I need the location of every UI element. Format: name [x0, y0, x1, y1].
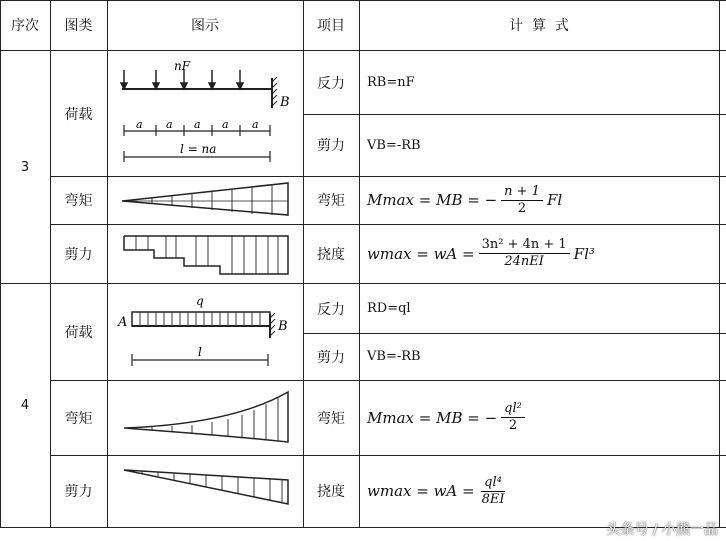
case3-shear-formula: VB=-RB: [367, 137, 421, 153]
case3-item-shear: 剪力: [317, 138, 345, 154]
l-label: l: [198, 345, 202, 359]
fraction-numerator: ql⁴: [481, 475, 505, 492]
case4-moment-label: 弯矩: [64, 410, 93, 427]
header-item: 项目: [317, 18, 345, 34]
spacing-label: a: [222, 118, 229, 131]
a-label: A: [118, 315, 128, 330]
fraction-denominator: 8EI: [481, 491, 505, 507]
formula-right: Fl³: [573, 244, 595, 263]
grid-line: [719, 0, 720, 528]
spacing-label: a: [194, 118, 201, 131]
case4-item-moment: 弯矩: [317, 410, 345, 427]
case3-shear-label: 剪力: [64, 246, 93, 263]
formula-left: wmax = wA =: [367, 482, 475, 500]
header-formula: 计 算 式: [509, 18, 569, 34]
q-label: q: [196, 294, 204, 308]
fraction-numerator: 3n² + 4n + 1: [479, 237, 570, 254]
case4-load-diagram: [112, 288, 298, 376]
case4-moment-formula: [359, 380, 719, 455]
case3-seq: 3: [20, 159, 30, 175]
formula-left: wmax = wA =: [367, 244, 475, 263]
spacing-label: a: [136, 118, 143, 131]
case4-shear-label: 剪力: [64, 484, 93, 500]
case4-shear-diagram: [112, 460, 298, 524]
grid-line: [107, 0, 108, 528]
case4-item-reaction: 反力: [317, 301, 345, 318]
formula-fraction: [479, 475, 508, 508]
formula-fraction: [479, 237, 570, 270]
fraction-denominator: 24nEI: [504, 254, 544, 269]
force-label: nF: [174, 59, 191, 73]
case3-load-label: 荷载: [64, 106, 93, 123]
case3-item-reaction: 反力: [317, 75, 345, 92]
case3-load-diagram: [112, 56, 298, 172]
length-label: l = na: [180, 142, 217, 156]
header-figure: 图示: [191, 18, 219, 34]
fraction-numerator: n + 1: [501, 184, 543, 201]
case3-moment-diagram: [112, 178, 298, 222]
fraction-denominator: 2: [517, 200, 527, 216]
formula-right: Fl: [546, 191, 563, 209]
fraction-numerator: ql²: [501, 401, 525, 418]
case3-deflection-formula: [359, 224, 719, 283]
watermark: 头条号 / 小熊一品: [606, 522, 718, 538]
spacing-label: a: [252, 118, 259, 131]
case3-shear-diagram: [112, 228, 298, 280]
b-label: B: [278, 319, 288, 334]
case3-moment-formula: [359, 176, 719, 224]
spacing-label: a: [166, 118, 173, 131]
case4-load-label: 荷载: [64, 325, 93, 341]
case4-moment-diagram: [112, 384, 298, 452]
case4-reaction-formula: RD=ql: [367, 301, 411, 316]
header-type: 图类: [64, 18, 93, 34]
formula-left: Mmax = MB = −: [367, 191, 498, 209]
case3-item-deflection: 挠度: [317, 246, 345, 263]
case3-moment-label: 弯矩: [64, 193, 93, 209]
case4-shear-formula: VB=-RB: [367, 349, 421, 364]
case4-item-deflection: 挠度: [317, 484, 345, 500]
case4-deflection-formula: [359, 455, 719, 527]
support-label: B: [280, 95, 290, 110]
case3-item-moment: 弯矩: [317, 193, 345, 209]
formula-fraction: [501, 401, 525, 434]
case4-seq: 4: [20, 398, 30, 413]
header-seq: 序次: [11, 18, 39, 34]
case3-reaction-formula: RB=nF: [367, 75, 415, 90]
fraction-denominator: 2: [508, 418, 518, 433]
formula-left: Mmax = MB = −: [367, 408, 498, 427]
formula-fraction: [501, 184, 543, 217]
case4-item-shear: 剪力: [317, 349, 345, 366]
